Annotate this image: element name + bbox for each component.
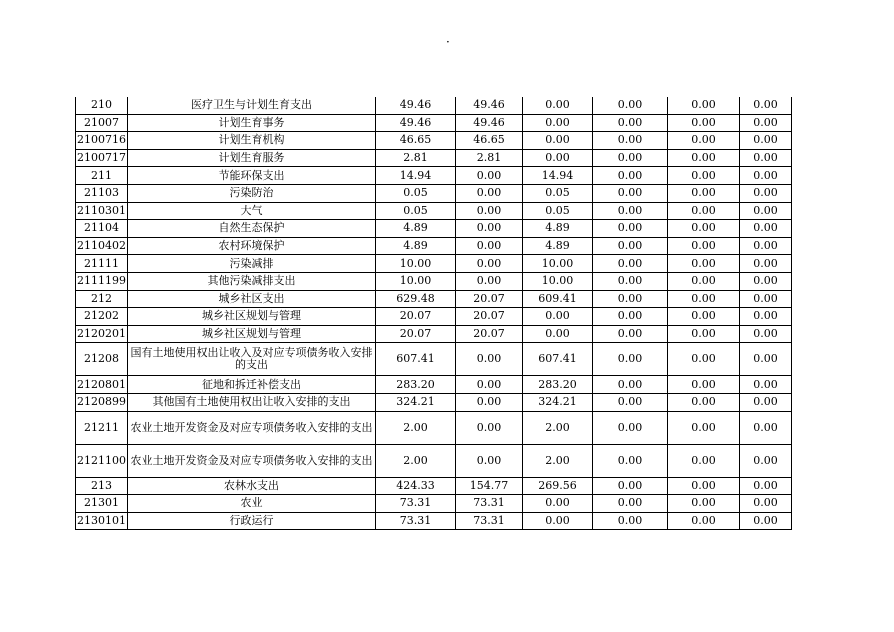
name-cell: 计划生育服务: [128, 149, 376, 167]
table-row: [76, 202, 792, 220]
basic-cell: 0.00: [456, 167, 523, 185]
project-cell: 10.00: [523, 255, 593, 273]
total-cell: 607.41: [376, 343, 456, 376]
table-row: [76, 325, 792, 343]
col5-cell: 0.00: [668, 393, 740, 411]
code-cell: 21007: [76, 114, 128, 132]
table-row: [76, 237, 792, 255]
col6-cell: 0.00: [740, 495, 792, 513]
col6-cell: 0.00: [740, 132, 792, 150]
col6-cell: 0.00: [740, 290, 792, 308]
col4-cell: 0.00: [593, 132, 668, 150]
project-cell: 2.00: [523, 444, 593, 477]
table-row: [76, 444, 792, 477]
table-row: [76, 220, 792, 238]
table-row: [76, 132, 792, 150]
col6-cell: 0.00: [740, 184, 792, 202]
basic-cell: 0.00: [456, 411, 523, 444]
col5-cell: 0.00: [668, 237, 740, 255]
basic-cell: 0.00: [456, 376, 523, 394]
basic-cell: 0.00: [456, 255, 523, 273]
basic-cell: 0.00: [456, 444, 523, 477]
basic-cell: 20.07: [456, 290, 523, 308]
code-cell: 2121100: [76, 444, 128, 477]
name-cell: 农业土地开发资金及对应专项债务收入安排的支出: [128, 411, 376, 444]
col5-cell: 0.00: [668, 202, 740, 220]
table-row: [76, 184, 792, 202]
project-cell: 14.94: [523, 167, 593, 185]
table-row: [76, 376, 792, 394]
col6-cell: 0.00: [740, 220, 792, 238]
code-cell: 213: [76, 477, 128, 495]
code-cell: 21301: [76, 495, 128, 513]
table-row: [76, 167, 792, 185]
col5-cell: 0.00: [668, 495, 740, 513]
name-cell: 医疗卫生与计划生育支出: [128, 97, 376, 114]
col6-cell: 0.00: [740, 202, 792, 220]
page-mark: ·: [446, 35, 450, 49]
col5-cell: 0.00: [668, 149, 740, 167]
col4-cell: 0.00: [593, 343, 668, 376]
col4-cell: 0.00: [593, 376, 668, 394]
total-cell: 629.48: [376, 290, 456, 308]
col4-cell: 0.00: [593, 444, 668, 477]
name-cell: 农林水支出: [128, 477, 376, 495]
col6-cell: 0.00: [740, 255, 792, 273]
basic-cell: 0.00: [456, 237, 523, 255]
project-cell: 609.41: [523, 290, 593, 308]
col5-cell: 0.00: [668, 132, 740, 150]
project-cell: 0.05: [523, 202, 593, 220]
table-row: [76, 290, 792, 308]
col5-cell: 0.00: [668, 97, 740, 114]
total-cell: 4.89: [376, 220, 456, 238]
project-cell: 324.21: [523, 393, 593, 411]
name-cell: 农村环境保护: [128, 237, 376, 255]
total-cell: 2.81: [376, 149, 456, 167]
total-cell: 2.00: [376, 411, 456, 444]
col4-cell: 0.00: [593, 237, 668, 255]
col4-cell: 0.00: [593, 220, 668, 238]
col6-cell: 0.00: [740, 444, 792, 477]
col5-cell: 0.00: [668, 343, 740, 376]
basic-cell: 49.46: [456, 114, 523, 132]
table-body: [76, 97, 792, 530]
total-cell: 73.31: [376, 495, 456, 513]
col5-cell: 0.00: [668, 325, 740, 343]
project-cell: 0.00: [523, 512, 593, 530]
table-row: [76, 308, 792, 326]
col4-cell: 0.00: [593, 290, 668, 308]
col5-cell: 0.00: [668, 290, 740, 308]
project-cell: 0.00: [523, 114, 593, 132]
col6-cell: 0.00: [740, 97, 792, 114]
col4-cell: 0.00: [593, 495, 668, 513]
total-cell: 0.05: [376, 202, 456, 220]
project-cell: 0.00: [523, 495, 593, 513]
code-cell: 211: [76, 167, 128, 185]
basic-cell: 0.00: [456, 184, 523, 202]
col5-cell: 0.00: [668, 376, 740, 394]
basic-cell: 20.07: [456, 308, 523, 326]
col5-cell: 0.00: [668, 308, 740, 326]
total-cell: 46.65: [376, 132, 456, 150]
table-row: [76, 255, 792, 273]
code-cell: 212: [76, 290, 128, 308]
col5-cell: 0.00: [668, 184, 740, 202]
name-cell: 大气: [128, 202, 376, 220]
col6-cell: 0.00: [740, 167, 792, 185]
col4-cell: 0.00: [593, 255, 668, 273]
basic-cell: 46.65: [456, 132, 523, 150]
total-cell: 73.31: [376, 512, 456, 530]
project-cell: 0.00: [523, 325, 593, 343]
name-cell: 节能环保支出: [128, 167, 376, 185]
total-cell: 4.89: [376, 237, 456, 255]
code-cell: 21202: [76, 308, 128, 326]
basic-cell: 0.00: [456, 220, 523, 238]
col4-cell: 0.00: [593, 149, 668, 167]
col5-cell: 0.00: [668, 477, 740, 495]
budget-expenditure-table: [75, 97, 792, 530]
col6-cell: 0.00: [740, 325, 792, 343]
col4-cell: 0.00: [593, 308, 668, 326]
col4-cell: 0.00: [593, 477, 668, 495]
col5-cell: 0.00: [668, 411, 740, 444]
name-cell: 其他污染减排支出: [128, 272, 376, 290]
col5-cell: 0.00: [668, 512, 740, 530]
table-row: [76, 114, 792, 132]
total-cell: 49.46: [376, 114, 456, 132]
name-cell: 污染防治: [128, 184, 376, 202]
col4-cell: 0.00: [593, 411, 668, 444]
total-cell: 2.00: [376, 444, 456, 477]
total-cell: 283.20: [376, 376, 456, 394]
code-cell: 21103: [76, 184, 128, 202]
table-row: [76, 393, 792, 411]
code-cell: 2100717: [76, 149, 128, 167]
total-cell: 20.07: [376, 325, 456, 343]
col4-cell: 0.00: [593, 272, 668, 290]
code-cell: 2110301: [76, 202, 128, 220]
code-cell: 2110402: [76, 237, 128, 255]
total-cell: 424.33: [376, 477, 456, 495]
name-cell: 污染减排: [128, 255, 376, 273]
name-cell: 计划生育机构: [128, 132, 376, 150]
name-cell: 国有土地使用权出让收入及对应专项债务收入安排的支出: [128, 343, 376, 376]
code-cell: 2100716: [76, 132, 128, 150]
basic-cell: 73.31: [456, 512, 523, 530]
col6-cell: 0.00: [740, 512, 792, 530]
col6-cell: 0.00: [740, 343, 792, 376]
name-cell: 农业: [128, 495, 376, 513]
col4-cell: 0.00: [593, 114, 668, 132]
table-row: [76, 495, 792, 513]
basic-cell: 49.46: [456, 97, 523, 114]
col5-cell: 0.00: [668, 255, 740, 273]
col5-cell: 0.00: [668, 272, 740, 290]
code-cell: 2111199: [76, 272, 128, 290]
col6-cell: 0.00: [740, 376, 792, 394]
code-cell: 21211: [76, 411, 128, 444]
table-row: [76, 512, 792, 530]
name-cell: 行政运行: [128, 512, 376, 530]
table-row: [76, 149, 792, 167]
table-row: [76, 97, 792, 114]
total-cell: 49.46: [376, 97, 456, 114]
code-cell: 21104: [76, 220, 128, 238]
name-cell: 城乡社区规划与管理: [128, 325, 376, 343]
col6-cell: 0.00: [740, 477, 792, 495]
total-cell: 10.00: [376, 272, 456, 290]
basic-cell: 20.07: [456, 325, 523, 343]
table-row: [76, 343, 792, 376]
total-cell: 10.00: [376, 255, 456, 273]
basic-cell: 0.00: [456, 202, 523, 220]
col6-cell: 0.00: [740, 411, 792, 444]
name-cell: 自然生态保护: [128, 220, 376, 238]
name-cell: 农业土地开发资金及对应专项债务收入安排的支出: [128, 444, 376, 477]
col4-cell: 0.00: [593, 325, 668, 343]
total-cell: 14.94: [376, 167, 456, 185]
code-cell: 2130101: [76, 512, 128, 530]
basic-cell: 73.31: [456, 495, 523, 513]
code-cell: 21208: [76, 343, 128, 376]
code-cell: 21111: [76, 255, 128, 273]
project-cell: 0.00: [523, 149, 593, 167]
col4-cell: 0.00: [593, 512, 668, 530]
project-cell: 0.05: [523, 184, 593, 202]
col6-cell: 0.00: [740, 114, 792, 132]
col6-cell: 0.00: [740, 308, 792, 326]
col6-cell: 0.00: [740, 237, 792, 255]
col4-cell: 0.00: [593, 202, 668, 220]
col5-cell: 0.00: [668, 220, 740, 238]
col6-cell: 0.00: [740, 393, 792, 411]
name-cell: 城乡社区规划与管理: [128, 308, 376, 326]
project-cell: 2.00: [523, 411, 593, 444]
project-cell: 269.56: [523, 477, 593, 495]
total-cell: 324.21: [376, 393, 456, 411]
col6-cell: 0.00: [740, 149, 792, 167]
code-cell: 2120801: [76, 376, 128, 394]
project-cell: 4.89: [523, 237, 593, 255]
project-cell: 283.20: [523, 376, 593, 394]
col4-cell: 0.00: [593, 393, 668, 411]
basic-cell: 0.00: [456, 272, 523, 290]
code-cell: 2120201: [76, 325, 128, 343]
table-row: [76, 477, 792, 495]
project-cell: 0.00: [523, 132, 593, 150]
col6-cell: 0.00: [740, 272, 792, 290]
col4-cell: 0.00: [593, 167, 668, 185]
basic-cell: 154.77: [456, 477, 523, 495]
table-row: [76, 411, 792, 444]
col5-cell: 0.00: [668, 444, 740, 477]
name-cell: 其他国有土地使用权出让收入安排的支出: [128, 393, 376, 411]
project-cell: 607.41: [523, 343, 593, 376]
project-cell: 0.00: [523, 97, 593, 114]
basic-cell: 0.00: [456, 343, 523, 376]
project-cell: 10.00: [523, 272, 593, 290]
project-cell: 0.00: [523, 308, 593, 326]
basic-cell: 2.81: [456, 149, 523, 167]
col4-cell: 0.00: [593, 184, 668, 202]
col5-cell: 0.00: [668, 114, 740, 132]
code-cell: 2120899: [76, 393, 128, 411]
total-cell: 20.07: [376, 308, 456, 326]
col4-cell: 0.00: [593, 97, 668, 114]
project-cell: 4.89: [523, 220, 593, 238]
name-cell: 城乡社区支出: [128, 290, 376, 308]
col5-cell: 0.00: [668, 167, 740, 185]
basic-cell: 0.00: [456, 393, 523, 411]
name-cell: 征地和拆迁补偿支出: [128, 376, 376, 394]
code-cell: 210: [76, 97, 128, 114]
table-row: [76, 272, 792, 290]
name-cell: 计划生育事务: [128, 114, 376, 132]
total-cell: 0.05: [376, 184, 456, 202]
